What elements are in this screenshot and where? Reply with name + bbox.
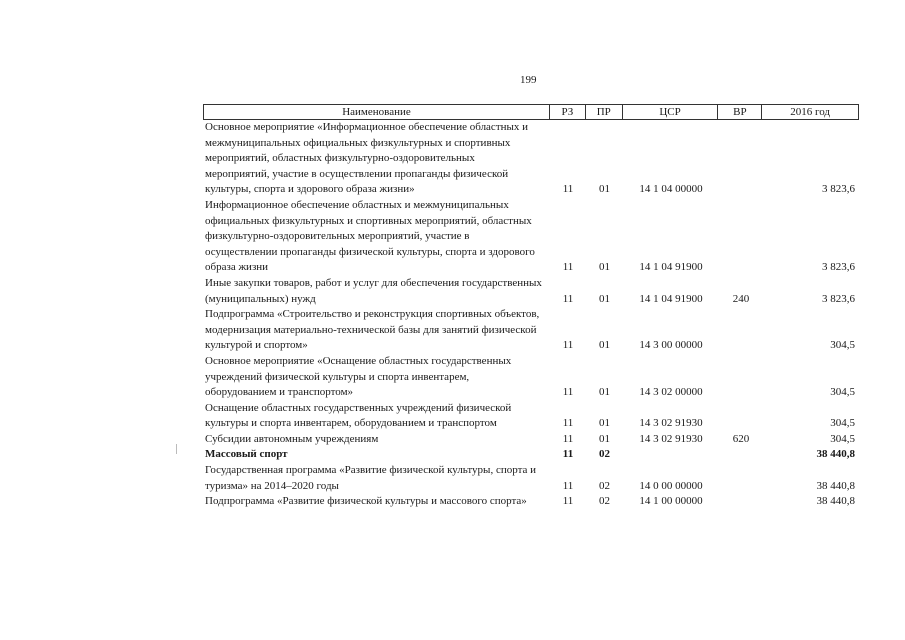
table-body — [203, 120, 859, 510]
header-rz: РЗ — [550, 105, 586, 119]
row-name: Оснащение областных государственных учреждений физической культуры и спорта инвентарем, оборудованием и транспортом — [205, 401, 512, 430]
header-csr: ЦСР — [623, 105, 719, 119]
row-amount: 3 823,6 — [822, 261, 855, 274]
row-name: Массовый спорт — [205, 448, 288, 461]
margin-mark — [176, 444, 180, 454]
table-row — [203, 463, 859, 494]
header-name: Наименование — [204, 105, 550, 119]
row-rz: 11 — [562, 339, 574, 352]
header-pr: ПР — [586, 105, 623, 119]
row-amount: 3 823,6 — [822, 292, 855, 305]
row-pr: 01 — [599, 432, 610, 445]
table-row — [203, 494, 859, 510]
row-pr: 02 — [599, 495, 610, 508]
row-name: Субсидии автономным учреждениям — [205, 432, 379, 445]
row-name: Иные закупки товаров, работ и услуг для обеспечения государственных (муниципальных) нужд — [205, 276, 542, 305]
table-row — [203, 198, 859, 276]
page-number: 199 — [520, 74, 537, 86]
row-rz: 11 — [562, 183, 574, 196]
row-amount: 304,5 — [830, 432, 855, 445]
row-rz: 11 — [562, 292, 574, 305]
row-pr: 02 — [599, 448, 610, 461]
row-amount: 38 440,8 — [816, 479, 855, 492]
table-row — [203, 432, 859, 448]
row-csr: 14 1 04 91900 — [639, 292, 703, 305]
row-amount: 304,5 — [830, 386, 855, 399]
row-rz: 11 — [562, 417, 574, 430]
row-name: Информационное обеспечение областных и межмуниципальных официальных физкультурных и спортивных мероприятий, областных физкультурно-оздоровительных мероприятий, участие в осуществлении пропаганды физической культуры, спорта и здорового образа жизни — [205, 198, 535, 274]
row-pr: 01 — [599, 417, 610, 430]
row-csr: 14 3 02 91930 — [639, 432, 703, 445]
row-name: Подпрограмма «Строительство и реконструкция спортивных объектов, модернизация материально-технической базы для занятий физической культурой и спортом» — [205, 308, 540, 352]
row-pr: 01 — [599, 386, 610, 399]
row-name: Государственная программа «Развитие физической культуры, спорта и туризма» на 2014–2020 годы — [205, 464, 537, 492]
row-pr: 01 — [599, 292, 610, 305]
row-csr: 14 1 04 91900 — [639, 261, 703, 274]
row-pr: 02 — [599, 479, 610, 492]
row-csr: 14 3 00 00000 — [639, 339, 703, 352]
row-amount: 38 440,8 — [816, 495, 855, 508]
row-vr: 620 — [732, 432, 750, 445]
row-name: Подпрограмма «Развитие физической культуры и массового спорта» — [205, 495, 527, 508]
row-amount: 304,5 — [830, 339, 855, 352]
row-amount: 38 440,8 — [816, 448, 855, 461]
row-rz: 11 — [562, 479, 574, 492]
row-pr: 01 — [599, 339, 610, 352]
table-row — [203, 120, 859, 198]
row-amount: 3 823,6 — [822, 183, 855, 196]
row-csr: 14 3 02 91930 — [639, 417, 703, 430]
row-rz: 11 — [562, 495, 574, 508]
header-year: 2016 год — [790, 106, 831, 118]
row-rz: 11 — [562, 448, 574, 461]
row-rz: 11 — [562, 432, 574, 445]
row-rz: 11 — [562, 261, 574, 274]
row-csr: 14 1 04 00000 — [639, 183, 703, 196]
row-amount: 304,5 — [830, 417, 855, 430]
row-vr: 240 — [732, 292, 750, 305]
row-rz: 11 — [562, 386, 574, 399]
row-csr: 14 0 00 00000 — [639, 479, 703, 492]
table-header — [203, 104, 859, 120]
row-name: Основное мероприятие «Информационное обеспечение областных и межмуниципальных официальных физкультурных и спортивных мероприятий, областных физкультурно-оздоровительных мероприятий, участие в осуществлении пропаганды физической культуры, спорта и здорового образа жизни» — [205, 121, 529, 196]
table-row — [203, 401, 859, 432]
table-row — [203, 276, 859, 307]
table-row — [203, 307, 859, 354]
row-pr: 01 — [599, 261, 610, 274]
row-name: Основное мероприятие «Оснащение областных государственных учреждений физической культуры и спорта инвентарем, оборудованием и транспортом» — [205, 354, 512, 399]
row-pr: 01 — [599, 183, 610, 196]
row-csr: 14 1 00 00000 — [639, 495, 703, 508]
budget-table — [203, 104, 859, 510]
row-csr: 14 3 02 00000 — [639, 386, 703, 399]
table-row — [203, 447, 859, 463]
table-row — [203, 354, 859, 401]
header-vr: ВР — [718, 105, 762, 119]
